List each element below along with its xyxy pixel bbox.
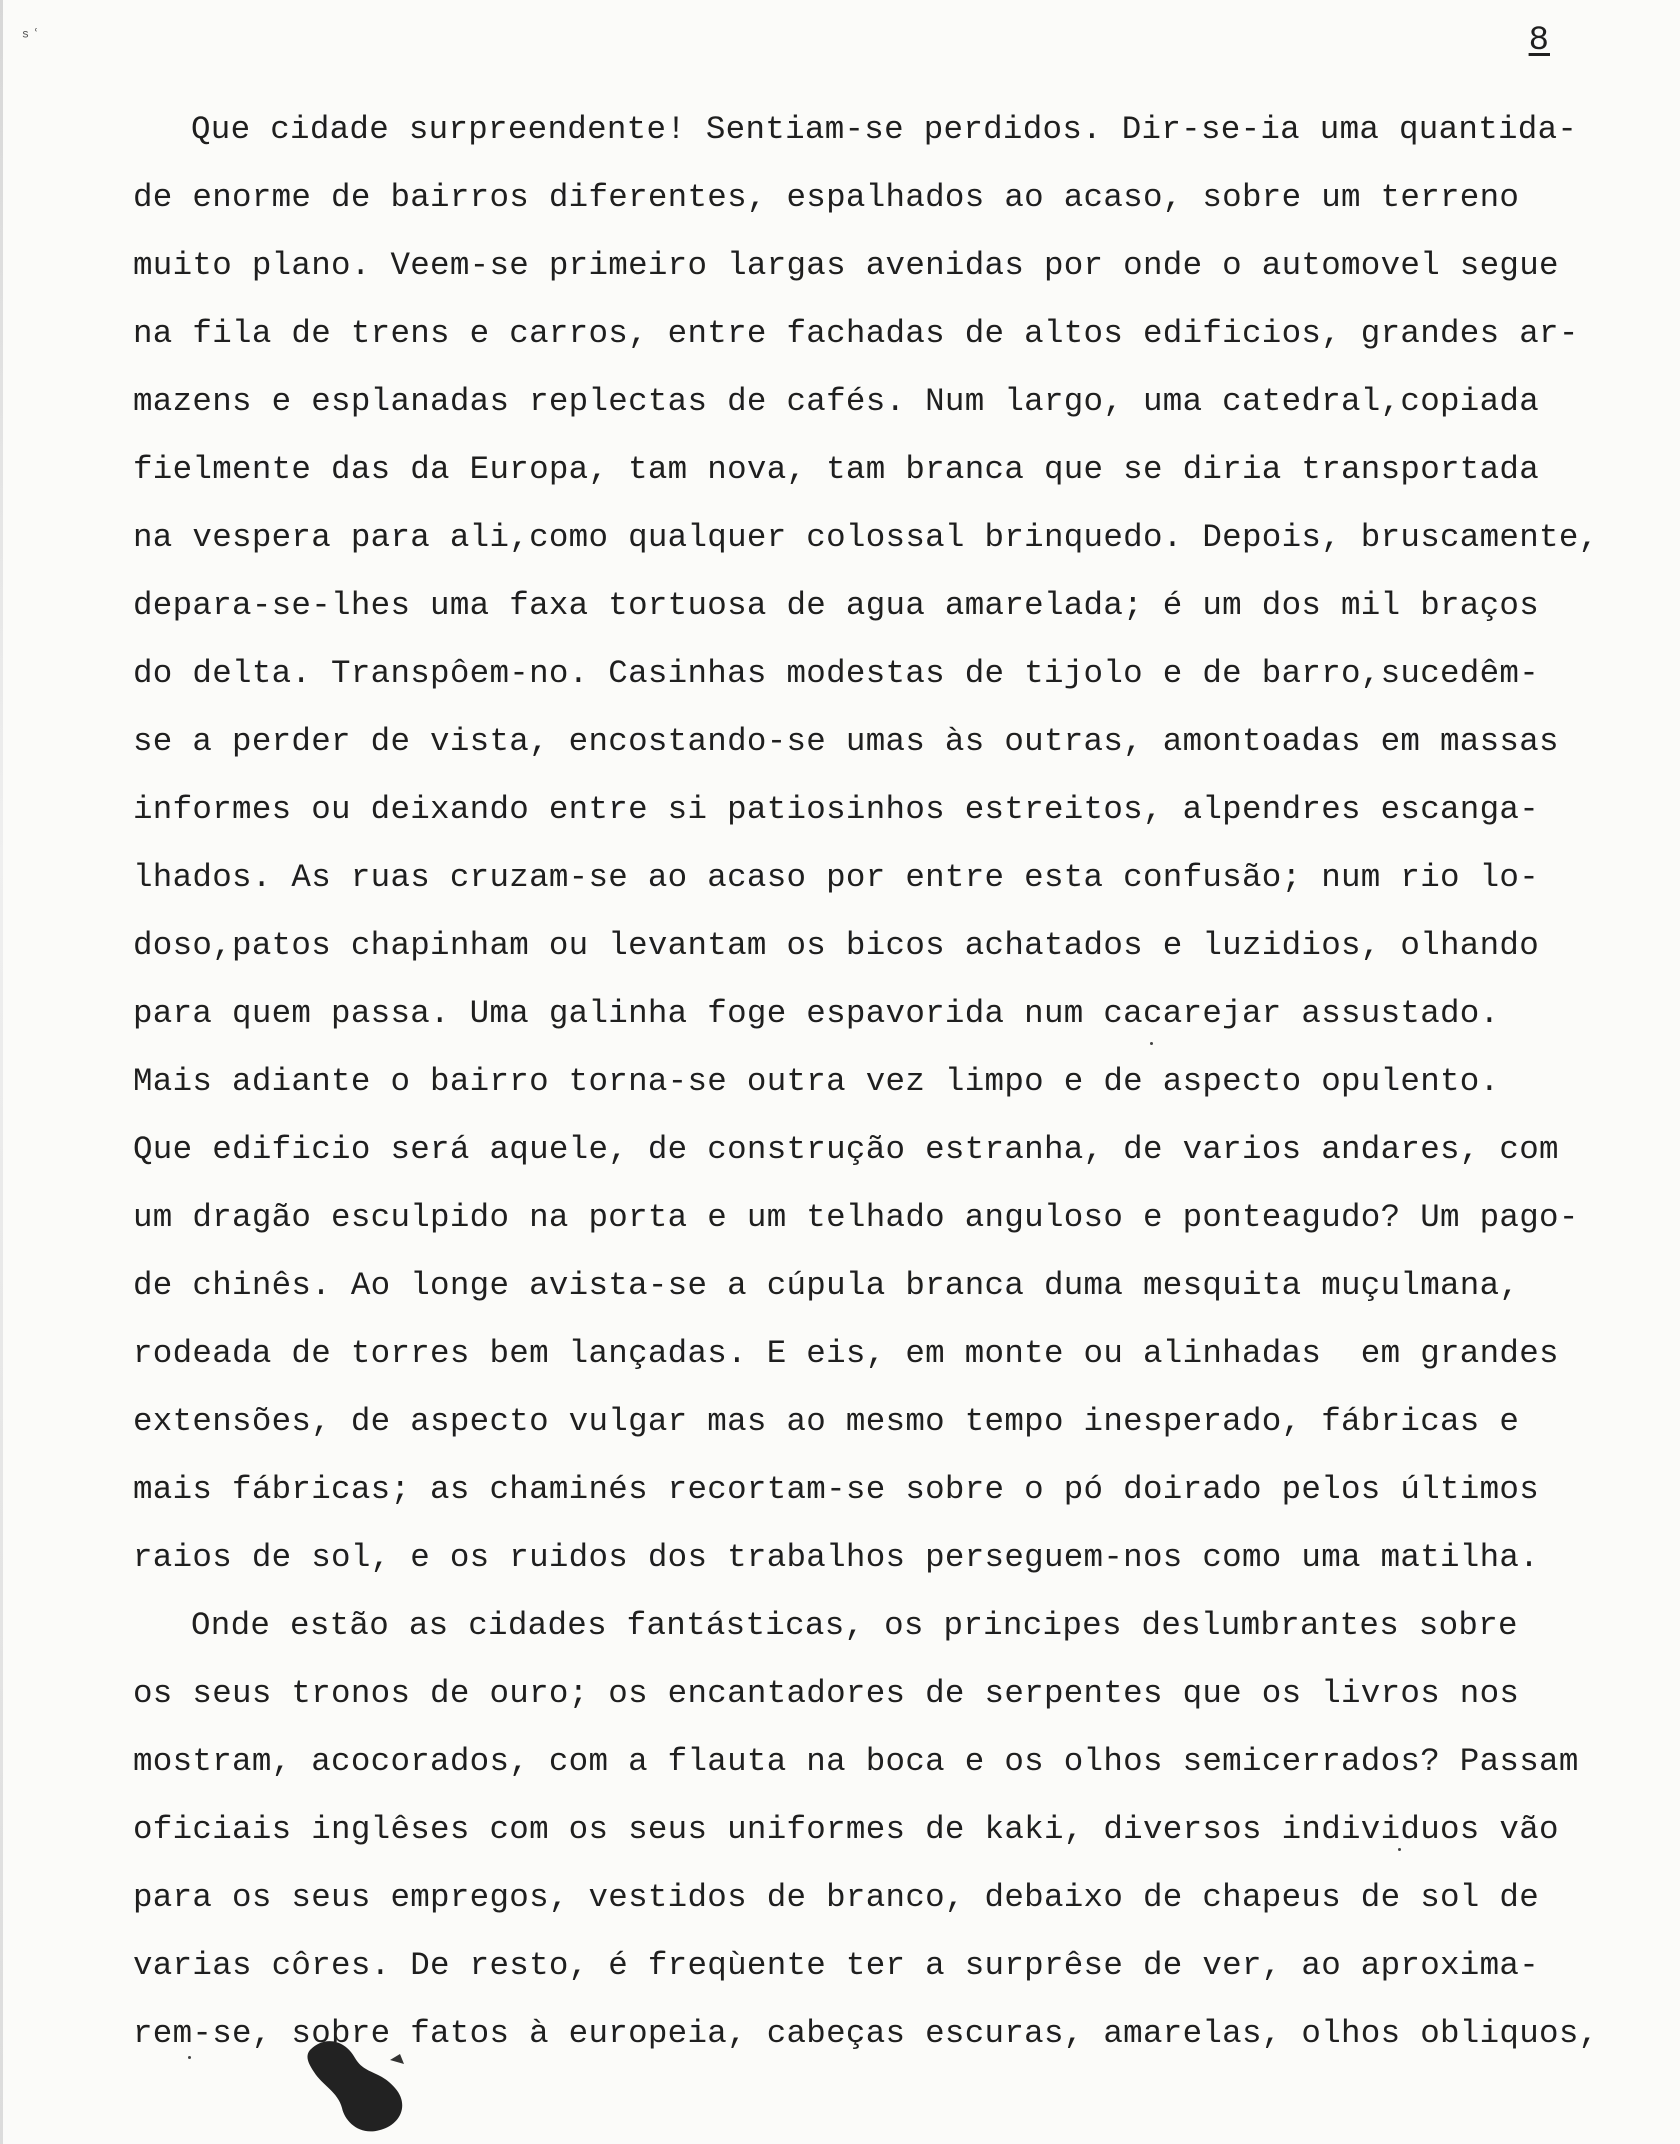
corner-mark: ˢʿ: [20, 28, 42, 48]
text-line: varias côres. De resto, é freqùente ter a surprêse de ver, ao aproxima-: [133, 1947, 1540, 1984]
text-line: Que cidade surpreendente! Sentiam-se perdidos. Dir-se-ia uma quantida-: [191, 111, 1578, 148]
paragraph-1: [133, 96, 1613, 1592]
scan-speck: [1398, 1848, 1401, 1851]
text-line: na vespera para ali,como qualquer colossal brinquedo. Depois, bruscamente,: [133, 519, 1599, 556]
text-line: de chinês. Ao longe avista-se a cúpula branca duma mesquita muçulmana,: [133, 1267, 1520, 1304]
scan-speck: [1150, 1042, 1153, 1045]
text-line: mostram, acocorados, com a flauta na boca e os olhos semicerrados? Passam: [133, 1743, 1579, 1780]
ink-blot: [300, 2030, 430, 2140]
text-line: um dragão esculpido na porta e um telhado anguloso e ponteagudo? Um pago-: [133, 1199, 1579, 1236]
page-number: 8: [1528, 22, 1550, 60]
text-line: para os seus empregos, vestidos de branco, debaixo de chapeus de sol de: [133, 1879, 1540, 1916]
text-line: raios de sol, e os ruidos dos trabalhos perseguem-nos como uma matilha.: [133, 1539, 1540, 1576]
text-line: extensões, de aspecto vulgar mas ao mesmo tempo inesperado, fábricas e: [133, 1403, 1520, 1440]
text-line: informes ou deixando entre si patiosinhos estreitos, alpendres escanga-: [133, 791, 1540, 828]
text-line: mazens e esplanadas replectas de cafés. Num largo, uma catedral,copiada: [133, 383, 1540, 420]
text-line: se a perder de vista, encostando-se umas às outras, amontoadas em massas: [133, 723, 1559, 760]
text-line: depara-se-lhes uma faxa tortuosa de agua amarelada; é um dos mil braços: [133, 587, 1540, 624]
text-line: de enorme de bairros diferentes, espalhados ao acaso, sobre um terreno: [133, 179, 1520, 216]
text-line: rodeada de torres bem lançadas. E eis, em monte ou alinhadas em grandes: [133, 1335, 1559, 1372]
text-line: Que edificio será aquele, de construção estranha, de varios andares, com: [133, 1131, 1559, 1168]
text-line: do delta. Transpôem-no. Casinhas modestas de tijolo e de barro,sucedêm-: [133, 655, 1540, 692]
text-line: fielmente das da Europa, tam nova, tam branca que se diria transportada: [133, 451, 1540, 488]
text-line: para quem passa. Uma galinha foge espavorida num cacarejar assustado.: [133, 995, 1500, 1032]
body-text: [133, 96, 1613, 2068]
text-line: rem-se, sobre fatos à europeia, cabeças escuras, amarelas, olhos obliquos,: [133, 2015, 1599, 2052]
text-line: os seus tronos de ouro; os encantadores de serpentes que os livros nos: [133, 1675, 1520, 1712]
scan-edge: [0, 0, 3, 2144]
text-line: muito plano. Veem-se primeiro largas avenidas por onde o automovel segue: [133, 247, 1559, 284]
text-line: mais fábricas; as chaminés recortam-se sobre o pó doirado pelos últimos: [133, 1471, 1540, 1508]
scan-speck: [188, 2056, 191, 2059]
paragraph-2: [133, 1592, 1613, 2068]
text-line: lhados. As ruas cruzam-se ao acaso por entre esta confusão; num rio lo-: [133, 859, 1540, 896]
text-line: doso,patos chapinham ou levantam os bicos achatados e luzidios, olhando: [133, 927, 1540, 964]
text-line: oficiais inglêses com os seus uniformes de kaki, diversos individuos vão: [133, 1811, 1559, 1848]
text-line: Onde estão as cidades fantásticas, os principes deslumbrantes sobre: [191, 1607, 1518, 1644]
text-line: Mais adiante o bairro torna-se outra vez limpo e de aspecto opulento.: [133, 1063, 1500, 1100]
text-line: na fila de trens e carros, entre fachadas de altos edificios, grandes ar-: [133, 315, 1579, 352]
